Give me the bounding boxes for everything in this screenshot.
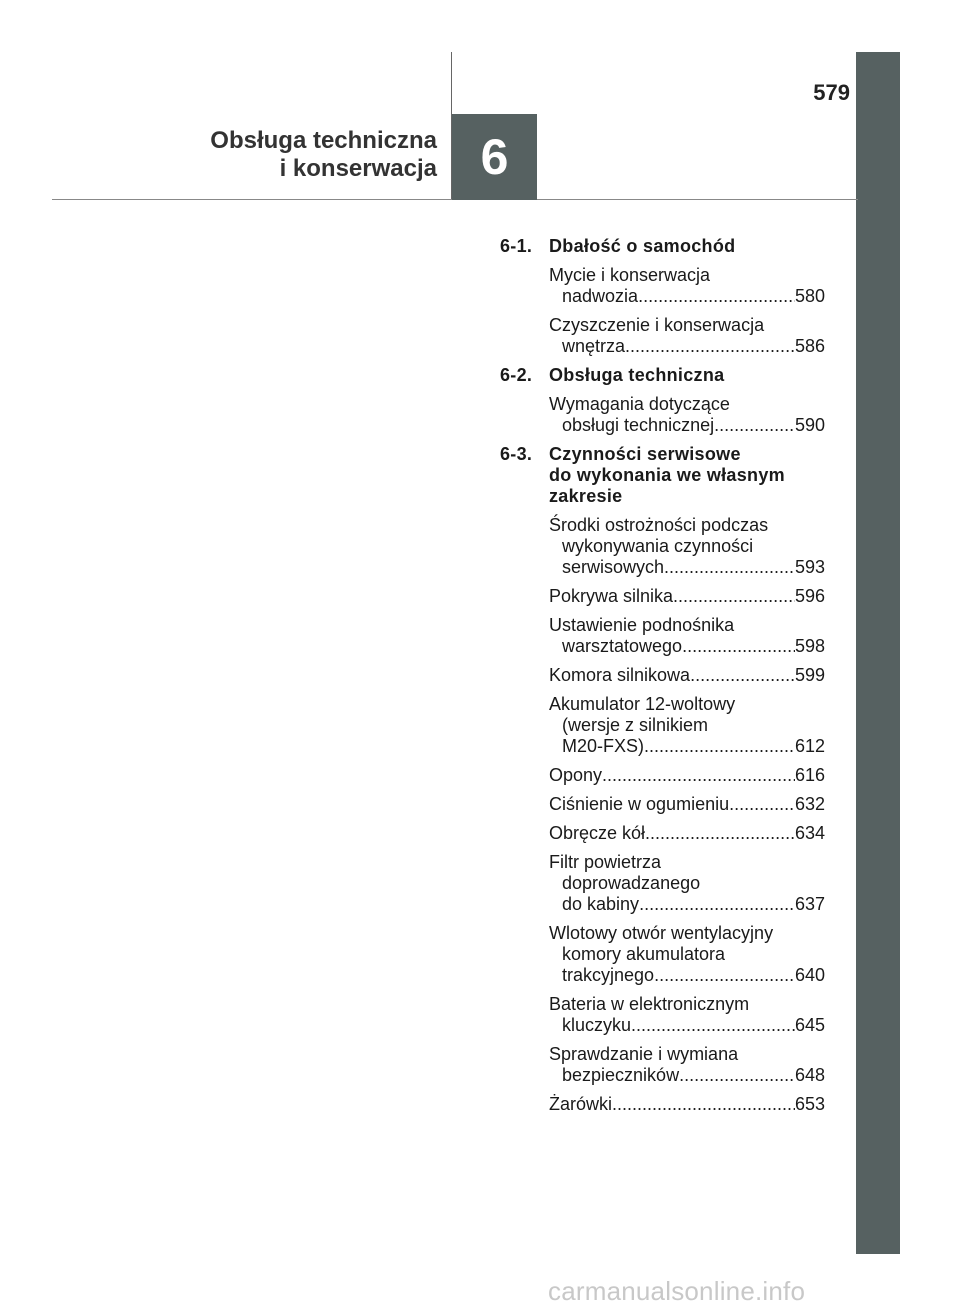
dot-leader <box>654 965 795 986</box>
toc-section-title: Dbałość o samochód <box>549 236 736 256</box>
watermark: carmanualsonline.info <box>548 1276 806 1306</box>
chapter-number-box: 6 <box>452 114 537 200</box>
toc-entry[interactable] <box>549 586 825 607</box>
toc-entry[interactable] <box>549 994 825 1036</box>
toc-entry-text: trakcyjnego <box>562 965 655 985</box>
toc-entry-last-line <box>549 415 825 436</box>
toc-entry-last-line <box>549 336 825 357</box>
toc-entry-text: (wersje z silnikiem <box>562 715 709 735</box>
toc-entry-last-line <box>549 1065 825 1086</box>
toc-entry[interactable] <box>549 1044 825 1086</box>
toc-entry-page: 648 <box>794 1065 825 1085</box>
toc-entry-page: 599 <box>794 665 825 685</box>
dot-leader <box>644 736 795 757</box>
toc-entry-text: Sprawdzanie i wymiana <box>549 1044 739 1064</box>
dot-leader <box>602 765 795 786</box>
toc-entry-text: Żarówki <box>549 1094 613 1114</box>
toc-entry-text: serwisowych <box>562 557 665 577</box>
toc-entry-last-line <box>549 557 825 578</box>
dot-leader <box>612 1094 795 1115</box>
toc-entry-last-line <box>549 765 825 786</box>
toc-entry-text: komory akumulatora <box>562 944 726 964</box>
toc-entry[interactable] <box>549 615 825 657</box>
toc-entry-page: 637 <box>794 894 825 914</box>
toc-entry-text: Czyszczenie i konserwacja <box>549 315 765 335</box>
toc-entry-last-line <box>549 286 825 307</box>
toc-entry-last-line <box>549 665 825 686</box>
toc-entry-text: M20-FXS) <box>562 736 645 756</box>
toc-entry-last-line <box>549 794 825 815</box>
toc-entry-page: 586 <box>794 336 825 356</box>
toc-entry-page: 593 <box>794 557 825 577</box>
toc-entry-last-line <box>549 736 825 757</box>
toc-entry-text: Opony <box>549 765 603 785</box>
toc-entry-text: Wymagania dotyczące <box>549 394 730 414</box>
toc-entry-page: 612 <box>794 736 825 756</box>
toc-entry[interactable] <box>549 394 825 436</box>
toc-entry-text: wykonywania czynności <box>562 536 754 556</box>
dot-leader <box>673 586 795 607</box>
toc-section-heading[interactable] <box>500 444 825 507</box>
toc-entry-text: Ciśnienie w ogumieniu <box>549 794 730 814</box>
toc-entry[interactable] <box>549 265 825 307</box>
dot-leader <box>631 1015 795 1036</box>
toc-entry-text: warsztatowego <box>562 636 683 656</box>
toc-entry-text: do kabiny <box>562 894 640 914</box>
toc-entry-text: Akumulator 12-woltowy <box>549 694 736 714</box>
toc-entry-text: Filtr powietrza <box>549 852 662 872</box>
toc-entry[interactable] <box>549 515 825 578</box>
toc-entry[interactable] <box>549 852 825 915</box>
toc-entry[interactable] <box>549 1094 825 1115</box>
toc-entry-text: bezpieczników <box>562 1065 680 1085</box>
toc-section-title: Czynności serwisowe do wykonania we własnym zakresie <box>549 444 785 506</box>
dot-leader <box>714 415 795 436</box>
table-of-contents <box>500 236 825 1123</box>
toc-entry[interactable] <box>549 823 825 844</box>
toc-entry-text: Bateria w elektronicznym <box>549 994 750 1014</box>
toc-section-title: Obsługa techniczna <box>549 365 725 385</box>
toc-entry-page: 634 <box>794 823 825 843</box>
toc-entry-text: kluczyku <box>562 1015 632 1035</box>
chapter-side-tab <box>856 52 900 1254</box>
toc-entry-last-line <box>549 636 825 657</box>
toc-entry-page: 580 <box>794 286 825 306</box>
toc-section-number: 6-3. <box>500 444 533 464</box>
toc-entry-text: Mycie i konserwacja <box>549 265 711 285</box>
toc-entry[interactable] <box>549 794 825 815</box>
toc-entry-text: Środki ostrożności podczas <box>549 515 769 535</box>
dot-leader <box>625 336 795 357</box>
toc-entry-page: 616 <box>794 765 825 785</box>
chapter-title-line-1: Obsługa techniczna <box>210 127 437 154</box>
dot-leader <box>729 794 795 815</box>
toc-entry-text: wnętrza <box>562 336 626 356</box>
toc-entry-text: Pokrywa silnika <box>549 586 674 606</box>
dot-leader <box>645 823 795 844</box>
toc-entry[interactable] <box>549 315 825 357</box>
toc-entry-page: 653 <box>794 1094 825 1114</box>
dot-leader <box>638 286 795 307</box>
dot-leader <box>664 557 795 578</box>
toc-entry[interactable] <box>549 923 825 986</box>
toc-entry-page: 598 <box>794 636 825 656</box>
toc-entry-text: Obręcze kół <box>549 823 646 843</box>
toc-entry-text: Wlotowy otwór wentylacyjny <box>549 923 774 943</box>
page-number: 579 <box>813 80 850 105</box>
toc-entry[interactable] <box>549 694 825 757</box>
toc-section-number: 6-1. <box>500 236 533 256</box>
toc-entry-last-line <box>549 1094 825 1115</box>
toc-entry[interactable] <box>549 665 825 686</box>
toc-entry-last-line <box>549 894 825 915</box>
toc-entry-last-line <box>549 823 825 844</box>
toc-entry-page: 632 <box>794 794 825 814</box>
toc-entry-page: 645 <box>794 1015 825 1035</box>
toc-entry-last-line <box>549 586 825 607</box>
toc-entry-last-line <box>549 1015 825 1036</box>
dot-leader <box>679 1065 795 1086</box>
dot-leader <box>690 665 795 686</box>
toc-entry-text: Komora silnikowa <box>549 665 691 685</box>
toc-entry-text: Ustawienie podnośnika <box>549 615 735 635</box>
toc-section-heading[interactable] <box>500 365 825 386</box>
toc-entry-page: 640 <box>794 965 825 985</box>
toc-entry-page: 596 <box>794 586 825 606</box>
dot-leader <box>682 636 795 657</box>
dot-leader <box>639 894 795 915</box>
toc-entry-text: nadwozia <box>562 286 639 306</box>
toc-entry-text: doprowadzanego <box>562 873 701 893</box>
chapter-title <box>150 127 437 183</box>
chapter-title-line-2: i konserwacja <box>279 155 437 182</box>
toc-entry[interactable] <box>549 765 825 786</box>
toc-section-heading[interactable] <box>500 236 825 257</box>
toc-section-number: 6-2. <box>500 365 533 385</box>
toc-entry-text: obsługi technicznej <box>562 415 715 435</box>
toc-entry-last-line <box>549 965 825 986</box>
toc-entry-page: 590 <box>794 415 825 435</box>
